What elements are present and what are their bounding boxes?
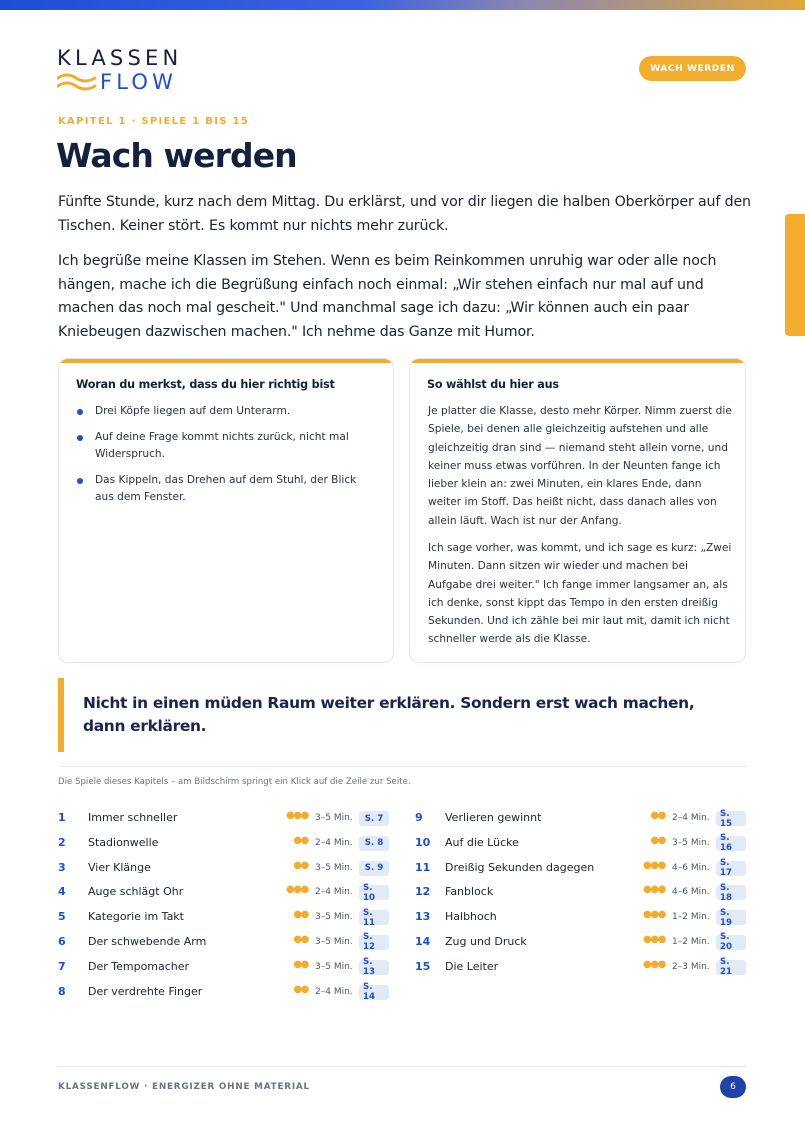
toc-row[interactable]: [58, 984, 389, 1009]
toc-number: 6: [58, 934, 66, 948]
toc-duration: 4–6 Min.: [672, 862, 710, 873]
toc-column-left: [58, 810, 389, 1008]
toc-number: 11: [415, 860, 431, 874]
toc-title: Kategorie im Takt: [88, 910, 184, 924]
toc-row[interactable]: [415, 860, 746, 885]
toc-page-link[interactable]: S. 21: [716, 960, 746, 975]
toc-page-link[interactable]: S. 20: [716, 935, 746, 950]
toc-row[interactable]: [415, 934, 746, 959]
toc-number: 1: [58, 811, 66, 824]
toc-title: Halbhoch: [445, 910, 497, 924]
toc-row[interactable]: [58, 835, 389, 860]
toc-number: 14: [415, 934, 431, 948]
intensity-dots: ●●●: [286, 810, 308, 821]
toc-number: 15: [415, 959, 431, 973]
intensity-dots: ●●: [293, 958, 308, 970]
intro-paragraph-2: Ich begrüße meine Klassen im Stehen. Wenn es beim Reinkommen unruhig war oder alle noch hängen, mache ich die Begrüßung einfach noch einmal: „Wir stehen einfach nur mal auf und machen das noch mal gescheit." Und manchmal sage ich dazu: „Wir können auch ein paar Kniebeugen dazwischen machen." Ich nehme das Ganze mit Humor.: [58, 253, 717, 340]
page-number: 6: [720, 1076, 746, 1098]
list-item: Das Kippeln, das Drehen auf dem Stuhl, der Blick aus dem Fenster.: [76, 472, 376, 507]
signs-card: [58, 358, 394, 663]
intensity-dots: ●●: [650, 810, 665, 821]
intro-paragraph-1: Fünfte Stunde, kurz nach dem Mittag. Du erklärst, und vor dir liegen die halben Oberkörper auf den Tischen. Keiner stört. Es kommt nur nichts mehr zurück.: [58, 194, 751, 234]
toc-page-link[interactable]: S. 15: [716, 811, 746, 826]
pull-quote: [58, 678, 746, 752]
footer-text: KLASSENFLOW · ENERGIZER OHNE MATERIAL: [58, 1082, 310, 1092]
toc-row[interactable]: [58, 959, 389, 984]
toc-number: 10: [415, 835, 431, 849]
toc-duration: 3–5 Min.: [315, 862, 353, 873]
logo-text-top: KLASSEN: [57, 46, 183, 70]
toc-title: Verlieren gewinnt: [445, 811, 542, 824]
toc-page-link[interactable]: S. 11: [359, 910, 389, 925]
toc-title: Auf die Lücke: [445, 835, 519, 849]
toc-title: Der verdrehte Finger: [88, 984, 203, 998]
toc-page-link[interactable]: S. 9: [359, 861, 389, 876]
toc-number: 9: [415, 811, 423, 824]
toc-duration: 2–4 Min.: [315, 887, 353, 898]
toc-row[interactable]: [415, 835, 746, 860]
toc-row[interactable]: [58, 884, 389, 909]
toc-number: 4: [58, 885, 66, 899]
toc-duration: 2–4 Min.: [315, 986, 353, 997]
toc-row[interactable]: [58, 860, 389, 885]
toc-duration: 3–5 Min.: [315, 813, 353, 823]
toc-number: 8: [58, 984, 66, 998]
toc-row[interactable]: [415, 810, 746, 835]
toc-duration: 2–4 Min.: [672, 813, 710, 823]
intensity-dots: ●●: [293, 933, 308, 945]
toc-number: 7: [58, 959, 66, 973]
toc-page-link[interactable]: S. 17: [716, 861, 746, 876]
toc-page-link[interactable]: S. 13: [359, 960, 389, 975]
toc-duration: 3–5 Min.: [315, 936, 353, 947]
toc-title: Dreißig Sekunden dagegen: [445, 860, 595, 874]
toc-title: Auge schlägt Ohr: [88, 885, 184, 899]
intensity-dots: ●●: [293, 983, 308, 995]
intensity-dots: ●●●: [643, 958, 665, 970]
selection-paragraph-2: Ich sage vorher, was kommt, und ich sage es kurz: „Zwei Minuten. Dann sitzen wir wieder und machen bei Aufgabe drei weiter." Ich fange immer langsamer an, als ich denke, sonst kippt das Tempo in den ersten dreißig Sekunden. Und ich zähle bei mir laut mit, damit ich nicht schneller werde als die Klasse.: [428, 542, 732, 646]
toc-row[interactable]: [58, 909, 389, 934]
toc-title: Immer schneller: [88, 811, 178, 824]
intensity-dots: ●●: [293, 859, 308, 871]
chapter-side-tab[interactable]: [785, 214, 805, 336]
toc-duration: 1–2 Min.: [672, 912, 710, 923]
toc-page-link[interactable]: S. 12: [359, 935, 389, 950]
toc-duration: 2–3 Min.: [672, 961, 710, 972]
toc-number: 12: [415, 885, 431, 899]
toc-page-link[interactable]: S. 18: [716, 885, 746, 900]
chapter-kicker: KAPITEL 1 · SPIELE 1 BIS 15: [58, 116, 250, 127]
footer-divider: [58, 1066, 746, 1067]
toc-page-link[interactable]: S. 19: [716, 910, 746, 925]
toc-title: Der schwebende Arm: [88, 934, 207, 948]
intensity-dots: ●●: [293, 834, 308, 846]
wave-icon: [57, 71, 97, 93]
signs-card-title: Woran du merkst, dass du hier richtig bist: [76, 378, 335, 391]
toc-duration: 3–5 Min.: [315, 961, 353, 972]
toc-duration: 3–5 Min.: [315, 912, 353, 923]
list-item: Auf deine Frage kommt nichts zurück, nicht mal Widerspruch.: [76, 429, 376, 464]
toc-duration: 2–4 Min.: [315, 837, 353, 848]
logo-text-bottom: FLOW: [100, 70, 178, 94]
toc-number: 3: [58, 860, 66, 874]
toc-title: Zug und Druck: [445, 934, 527, 948]
toc-row[interactable]: [58, 934, 389, 959]
intensity-dots: ●●●: [286, 884, 308, 896]
toc-caption: Die Spiele dieses Kapitels – am Bildschirm springt ein Klick auf die Zeile zur Seite.: [58, 777, 411, 787]
toc-title: Stadionwelle: [88, 835, 159, 849]
toc-title: Die Leiter: [445, 959, 499, 973]
chapter-badge: WACH WERDEN: [639, 56, 746, 81]
intensity-dots: ●●: [650, 834, 665, 846]
signs-list: [76, 403, 376, 515]
page-title: Wach werden: [56, 136, 297, 175]
toc-page-link[interactable]: S. 10: [359, 885, 389, 900]
selection-card-title: So wählst du hier aus: [427, 378, 559, 391]
toc-page-link[interactable]: S. 16: [716, 836, 746, 851]
list-item: Drei Köpfe liegen auf dem Unterarm.: [76, 403, 376, 421]
toc-row[interactable]: [415, 909, 746, 934]
intensity-dots: ●●●: [643, 859, 665, 871]
toc-page-link[interactable]: S. 7: [359, 811, 389, 826]
toc-duration: 4–6 Min.: [672, 887, 710, 898]
toc-number: 2: [58, 835, 66, 849]
toc-title: Vier Klänge: [88, 860, 151, 874]
divider: [58, 766, 746, 767]
toc-number: 13: [415, 910, 431, 924]
klassenflow-logo: [57, 46, 197, 94]
toc-page-link[interactable]: S. 14: [359, 985, 389, 1000]
toc-number: 5: [58, 910, 66, 924]
toc-row[interactable]: [415, 959, 746, 984]
toc-row[interactable]: [58, 810, 389, 835]
top-gradient-bar: [0, 0, 805, 10]
intensity-dots: ●●●: [643, 884, 665, 896]
pull-quote-text: Nicht in einen müden Raum weiter erklären. Sondern erst wach machen, dann erklären.: [83, 694, 695, 735]
toc-row[interactable]: [415, 884, 746, 909]
intensity-dots: ●●: [293, 909, 308, 921]
toc-page-link[interactable]: S. 8: [359, 836, 389, 851]
toc-duration: 3–5 Min.: [672, 837, 710, 848]
intensity-dots: ●●●: [643, 933, 665, 945]
toc-duration: 1–2 Min.: [672, 936, 710, 947]
toc-title: Der Tempomacher: [88, 959, 190, 973]
selection-card: [409, 358, 746, 663]
toc-column-right: [415, 810, 746, 984]
intensity-dots: ●●●: [643, 909, 665, 921]
selection-paragraph-1: Je platter die Klasse, desto mehr Körper. Nimm zuerst die Spiele, bei denen alle gleichzeitig aufstehen und alle gleichzeitig dran sind — niemand steht allein vorne, und keiner muss etwas vorführen. In der Neunten fange ich lieber klein an: zwei Minuten, ein klares Ende, dann weiter im Stoff. Das heißt nicht, dass danach alles von allein läuft. Wach ist nur der Anfang.: [428, 405, 732, 527]
toc-title: Fanblock: [445, 885, 494, 899]
